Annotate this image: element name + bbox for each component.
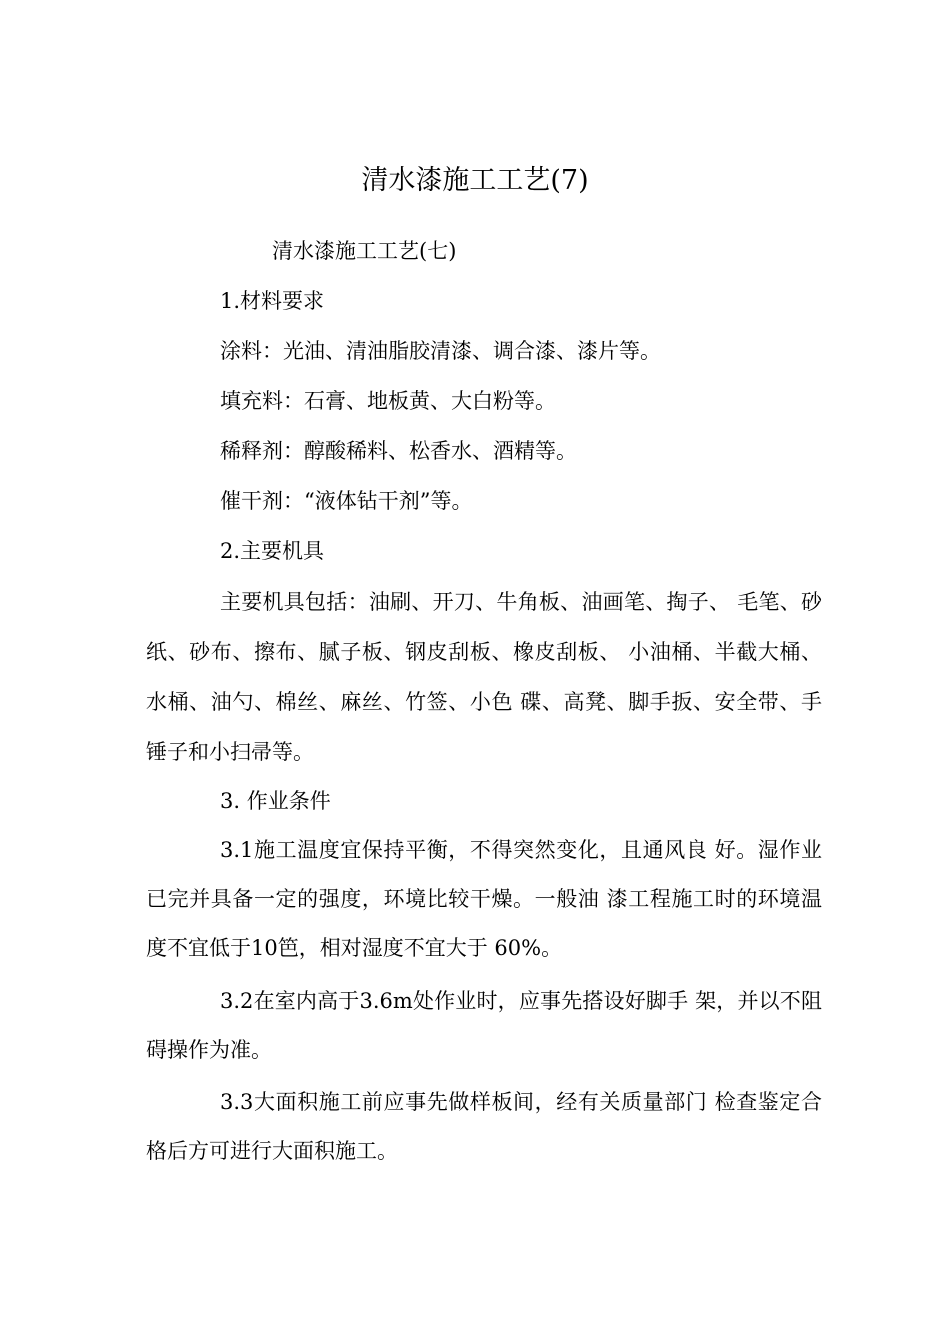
materials-thinners: 稀释剂：醇酸稀料、松香水、酒精等。: [220, 439, 577, 463]
document-title: 清水漆施工工艺(7): [361, 165, 589, 196]
main-tools-paragraph: 主要机具包括：油刷、开刀、牛角板、油画笔、掏子、 毛笔、砂纸、砂布、擦布、腻子板、钢皮刮板、橡皮刮板、 小油桶、半截大桶、水桶、油勺、棉丝、麻丝、竹签、小色 碟、高凳、脚手扳、安全带、手锤子和小扫帚等。: [146, 590, 822, 764]
section-2-heading: 2.主要机具: [220, 539, 325, 563]
materials-coatings: 涂料：光油、清油脂胶清漆、调合漆、漆片等。: [220, 339, 661, 363]
materials-fillers: 填充料：石膏、地板黄、大白粉等。: [220, 389, 556, 413]
conditions-3-3-paragraph: 3.3大面积施工前应事先做样板间，经有关质量部门 检查鉴定合格后方可进行大面积施工。: [146, 1090, 822, 1163]
section-1-heading: 1.材料要求: [220, 289, 325, 313]
conditions-3-2-paragraph: 3.2在室内高于3.6m处作业时，应事先搭设好脚手 架，并以不阻碍操作为准。: [146, 989, 822, 1062]
conditions-3-1-paragraph: 3.1施工温度宜保持平衡，不得突然变化，且通风良 好。湿作业已完并具备一定的强度，环境比较干燥。一般油 漆工程施工时的环境温度不宜低于10笆，相对湿度不宜大于 60%。: [146, 838, 822, 960]
materials-driers: 催干剂：“液体钻干剂”等。: [220, 489, 473, 513]
document-subtitle: 清水漆施工工艺(七): [272, 239, 457, 263]
section-3-heading: 3. 作业条件: [220, 789, 331, 813]
